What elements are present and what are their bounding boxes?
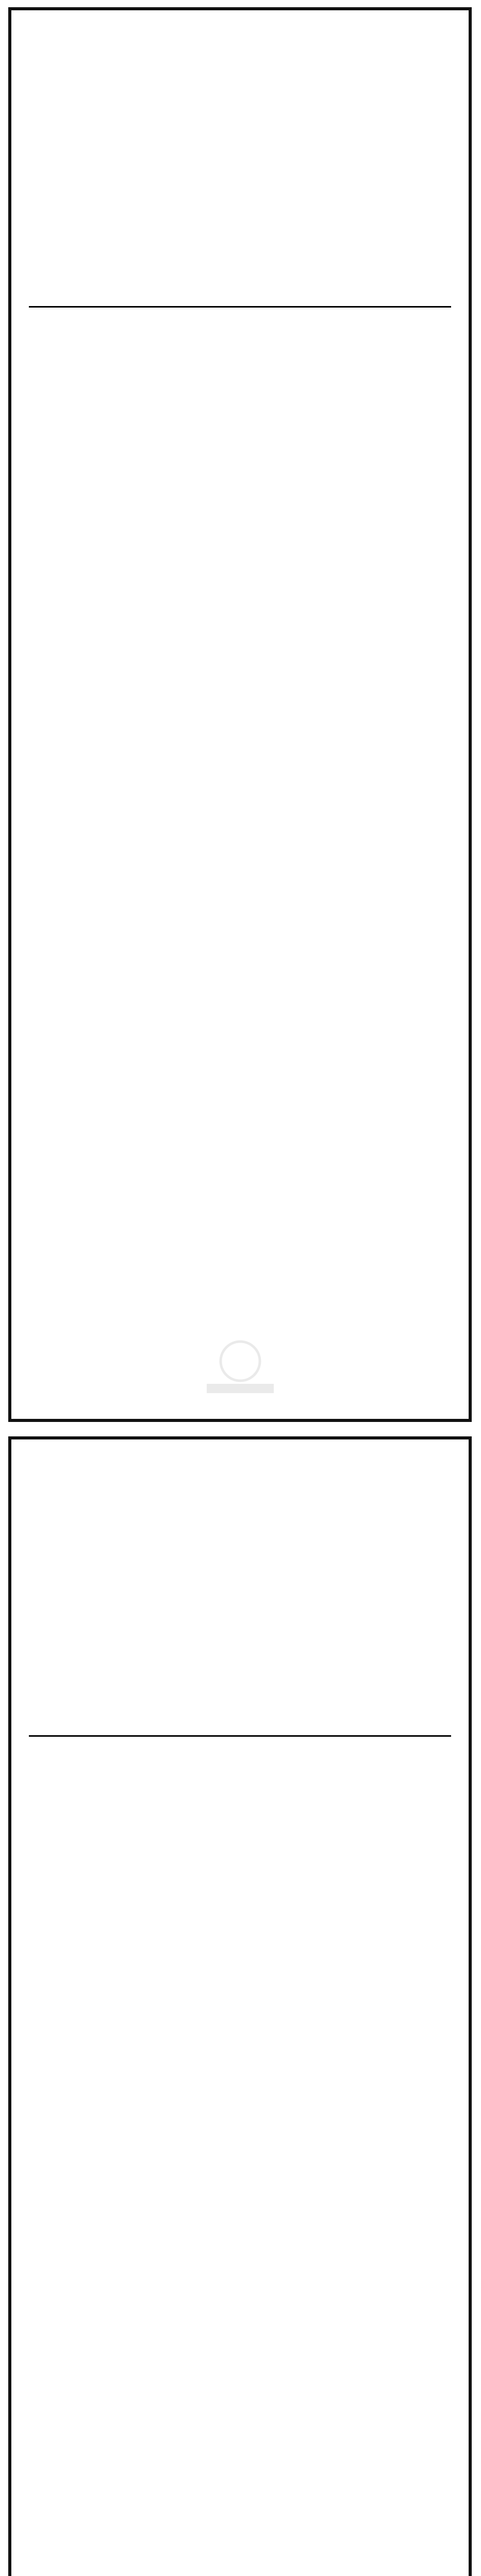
section-title bbox=[29, 1835, 451, 1853]
notice-headline bbox=[29, 1453, 451, 1737]
section-title bbox=[29, 405, 451, 424]
headline-line bbox=[29, 1609, 451, 1649]
section-title bbox=[29, 1921, 451, 1940]
section-title bbox=[29, 348, 451, 366]
notice-headline bbox=[29, 24, 451, 308]
notice-signoff bbox=[29, 462, 451, 479]
section-title bbox=[29, 1806, 451, 1824]
newspaper-watermark-logo bbox=[186, 1336, 294, 1398]
notice-signoff bbox=[29, 1949, 451, 1966]
headline-line bbox=[29, 24, 451, 63]
section-title bbox=[29, 1777, 451, 1795]
section-title bbox=[29, 434, 451, 453]
headline-line bbox=[29, 1570, 451, 1609]
headline-line bbox=[29, 1453, 451, 1492]
headline-line bbox=[29, 1688, 451, 1727]
headline-line bbox=[29, 1531, 451, 1570]
headline-line bbox=[29, 1492, 451, 1531]
section-title bbox=[29, 1863, 451, 1882]
section-title bbox=[29, 377, 451, 395]
auction-notice-2 bbox=[8, 1436, 472, 2576]
headline-line bbox=[29, 1649, 451, 1688]
headline-line bbox=[29, 102, 451, 141]
headline-line bbox=[29, 180, 451, 219]
section-title bbox=[29, 319, 451, 337]
section-title bbox=[29, 1892, 451, 1911]
headline-line bbox=[29, 219, 451, 259]
headline-line bbox=[29, 141, 451, 180]
headline-line bbox=[29, 63, 451, 102]
section-title bbox=[29, 1748, 451, 1767]
auction-notice-1 bbox=[8, 7, 472, 1422]
headline-line bbox=[29, 259, 451, 298]
